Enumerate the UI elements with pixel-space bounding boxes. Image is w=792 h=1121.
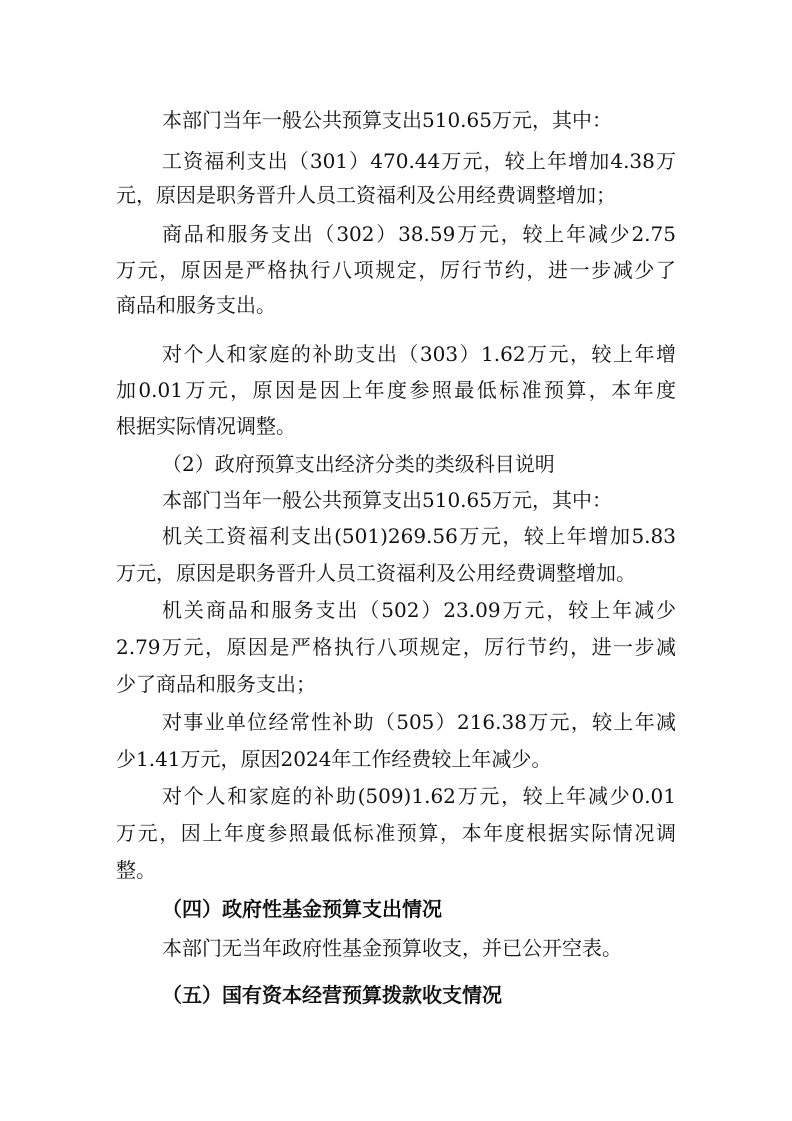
paragraph-line: 工资福利支出（301）470.44万元，较上年增加4.38万 xyxy=(162,149,676,173)
paragraph-line: 本部门当年一般公共预算支出510.65万元，其中： xyxy=(162,488,612,512)
paragraph-line: 万元，因上年度参照最低标准预算，本年度根据实际情况调 xyxy=(116,821,676,845)
paragraph-line: 少1.41万元，原因2024年工作经费较上年减少。 xyxy=(116,747,552,771)
paragraph-line: 对个人和家庭的补助(509)1.62万元，较上年减少0.01 xyxy=(162,784,676,808)
paragraph-line: 本部门当年一般公共预算支出510.65万元，其中： xyxy=(162,108,612,132)
paragraph-line: 本部门无当年政府性基金预算收支，并已公开空表。 xyxy=(162,936,622,960)
paragraph-line: 商品和服务支出。 xyxy=(116,293,276,317)
paragraph-line: 元，原因是职务晋升人员工资福利及公用经费调整增加； xyxy=(116,183,616,207)
paragraph-line: 机关商品和服务支出（502）23.09万元，较上年减少 xyxy=(162,598,676,622)
paragraph-line: 对事业单位经常性补助（505）216.38万元，较上年减 xyxy=(162,710,676,734)
section-heading: （五）国有资本经营预算拨款收支情况 xyxy=(162,983,502,1007)
paragraph-line: 万元，原因是职务晋升人员工资福利及公用经费调整增加。 xyxy=(116,561,636,585)
paragraph-line: 整。 xyxy=(116,858,156,882)
section-subheading: （2）政府预算支出经济分类的类级科目说明 xyxy=(162,452,555,476)
paragraph-line: 少了商品和服务支出； xyxy=(116,672,316,696)
paragraph-line: 加0.01万元，原因是因上年度参照最低标准预算，本年度 xyxy=(116,378,676,402)
paragraph-line: 对个人和家庭的补助支出（303）1.62万元，较上年增 xyxy=(162,342,676,366)
paragraph-line: 商品和服务支出（302）38.59万元，较上年减少2.75 xyxy=(162,222,676,246)
paragraph-line: 根据实际情况调整。 xyxy=(116,414,296,438)
paragraph-line: 2.79万元，原因是严格执行八项规定，厉行节约，进一步减 xyxy=(116,635,676,659)
paragraph-line: 机关工资福利支出(501)269.56万元，较上年增加5.83 xyxy=(162,524,676,548)
paragraph-line: 万元，原因是严格执行八项规定，厉行节约，进一步减少了 xyxy=(116,258,676,282)
section-heading: （四）政府性基金预算支出情况 xyxy=(162,897,442,921)
